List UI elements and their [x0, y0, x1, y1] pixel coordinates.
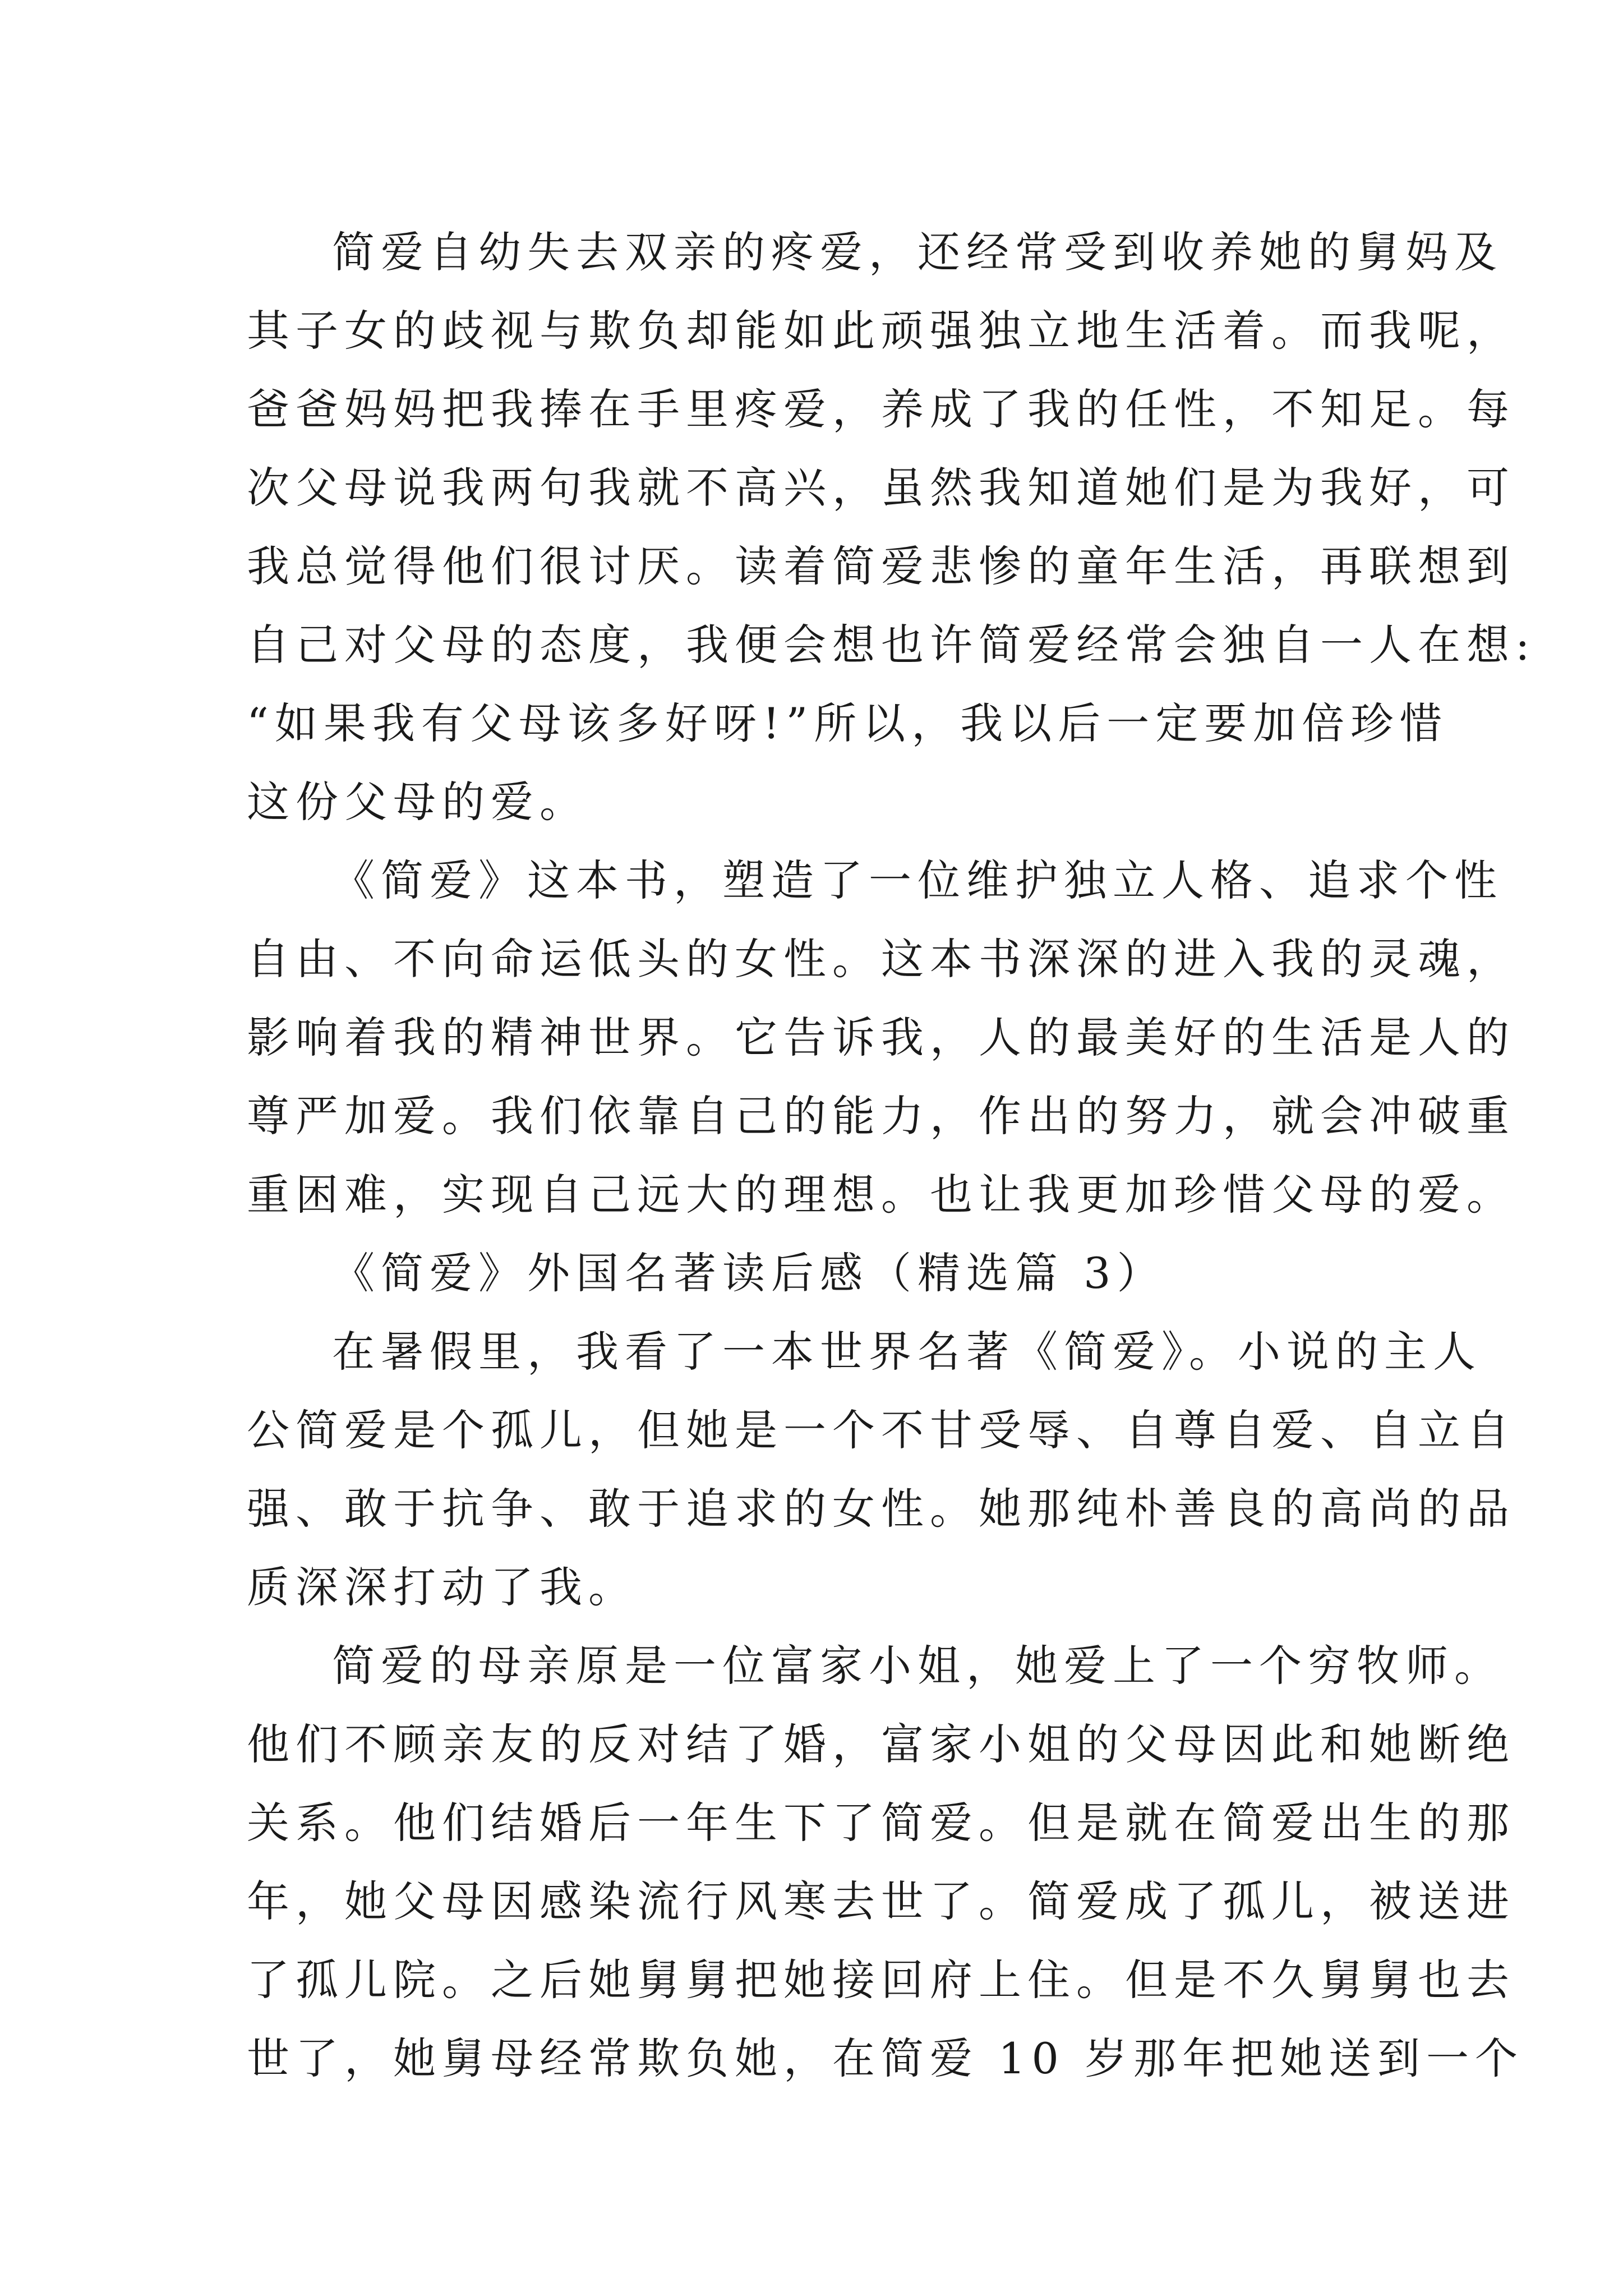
text-line: 质深深打动了我。 [247, 1562, 637, 1612]
text-line: 他们不顾亲友的反对结了婚，富家小姐的父母因此和她断绝 [247, 1719, 1515, 1769]
text-line: 《简爱》这本书，塑造了一位维护独立人格、追求个性 [332, 855, 1503, 905]
text-line: 尊严加爱。我们依靠自己的能力，作出的努力，就会冲破重 [247, 1091, 1515, 1141]
text-line: 年，她父母因感染流行风寒去世了。简爱成了孤儿，被送进 [247, 1876, 1515, 1926]
section-heading: 《简爱》外国名著读后感（精选篇 3） [332, 1248, 1166, 1298]
text-line: 公简爱是个孤儿，但她是一个不甘受辱、自尊自爱、自立自 [247, 1405, 1515, 1455]
text-line: 在暑假里，我看了一本世界名著《简爱》。小说的主人 [332, 1327, 1482, 1377]
text-line: 爸爸妈妈把我捧在手里疼爱，养成了我的任性，不知足。每 [247, 384, 1515, 434]
text-line: 简爱的母亲原是一位富家小姐，她爱上了一个穷牧师。 [332, 1641, 1503, 1691]
text-line: 其子女的歧视与欺负却能如此顽强独立地生活着。而我呢， [247, 306, 1515, 356]
text-line: 自由、不向命运低头的女性。这本书深深的进入我的灵魂， [247, 934, 1515, 984]
text-line: 重困难，实现自己远大的理想。也让我更加珍惜父母的爱。 [247, 1170, 1515, 1220]
text-line: 了孤儿院。之后她舅舅把她接回府上住。但是不久舅舅也去 [247, 1955, 1515, 2005]
text-line: 世了，她舅母经常欺负她，在简爱 10 岁那年把她送到一个 [247, 2033, 1524, 2083]
text-line: 简爱自幼失去双亲的疼爱，还经常受到收养她的舅妈及 [332, 227, 1503, 277]
text-line: 这份父母的爱。 [247, 777, 588, 827]
text-line: 关系。他们结婚后一年生下了简爱。但是就在简爱出生的那 [247, 1798, 1515, 1848]
text-line: “如果我有父母该多好呀!”所以，我以后一定要加倍珍惜 [247, 698, 1449, 748]
text-line: 自己对父母的态度，我便会想也许简爱经常会独自一人在想: [247, 620, 1536, 670]
text-line: 影响着我的精神世界。它告诉我，人的最美好的生活是人的 [247, 1013, 1515, 1062]
text-line: 强、敢于抗争、敢于追求的女性。她那纯朴善良的高尚的品 [247, 1484, 1515, 1534]
text-line: 次父母说我两句我就不高兴，虽然我知道她们是为我好，可 [247, 463, 1515, 513]
text-line: 我总觉得他们很讨厌。读着简爱悲惨的童年生活，再联想到 [247, 541, 1515, 591]
